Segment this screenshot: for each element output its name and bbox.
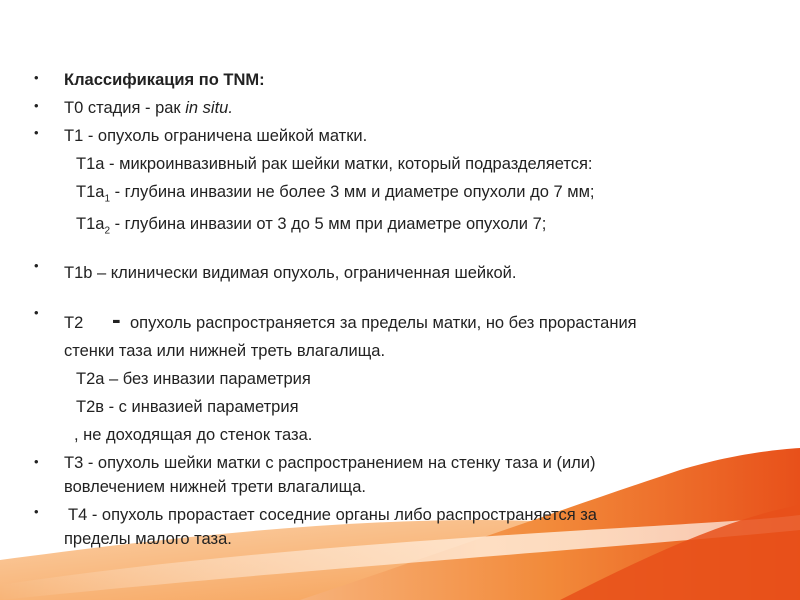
t2b-continuation: , не доходящая до стенок таза. <box>74 426 313 444</box>
t4-line2: пределы малого таза. <box>64 530 232 548</box>
t1a2-prefix: T1a <box>76 215 105 233</box>
t2-line1: опухоль распространяется за пределы матки, но без прорастания <box>130 314 637 332</box>
bullet-t1: • <box>34 125 39 140</box>
bullet-t1b: • <box>34 258 39 273</box>
t1a2-line <box>76 214 546 241</box>
t2a-line: T2a – без инвазии параметрия <box>76 370 311 388</box>
t1b-line: T1b – клинически видимая опухоль, ограниченная шейкой. <box>64 264 517 282</box>
t3-line2: вовлечением нижней трети влагалища. <box>64 478 366 496</box>
t0-line <box>64 98 233 118</box>
heading: Классификация по TNM: <box>64 71 265 89</box>
t1a-line: T1a - микроинвазивный рак шейки матки, который подразделяется: <box>76 155 593 173</box>
t0-italic: in situ. <box>185 99 233 117</box>
t1a1-rest: - глубина инвазии не более 3 мм и диаметре опухоли до 7 мм; <box>110 183 595 201</box>
t2b-line: T2в - с инвазией параметрия <box>76 398 299 416</box>
t1a2-sub: 2 <box>104 225 110 237</box>
t2-label: T2 <box>64 314 84 332</box>
t1-line: T1 - опухоль ограничена шейкой матки. <box>64 127 368 145</box>
t1a2-rest: - глубина инвазии от 3 до 5 мм при диаметре опухоли 7; <box>110 215 547 233</box>
t1a1-line <box>76 182 595 209</box>
t4-line1: T4 - опухоль прорастает соседние органы либо распространяется за <box>68 506 597 524</box>
t2-dash: - <box>112 304 121 334</box>
t0-prefix: T0 стадия - рак <box>64 99 186 117</box>
bullet-t2: • <box>34 305 39 320</box>
bullet-t4: • <box>34 504 39 519</box>
t3-line1: T3 - опухоль шейки матки с распространением на стенку таза и (или) <box>64 454 596 472</box>
bullet-t3: • <box>34 454 39 469</box>
t1a1-sub: 1 <box>104 193 110 205</box>
bullet-t0: • <box>34 98 39 113</box>
t2-line2: стенки таза или нижней треть влагалища. <box>64 342 386 360</box>
t1a1-prefix: T1a <box>76 183 105 201</box>
bullet-heading: • <box>34 70 39 85</box>
